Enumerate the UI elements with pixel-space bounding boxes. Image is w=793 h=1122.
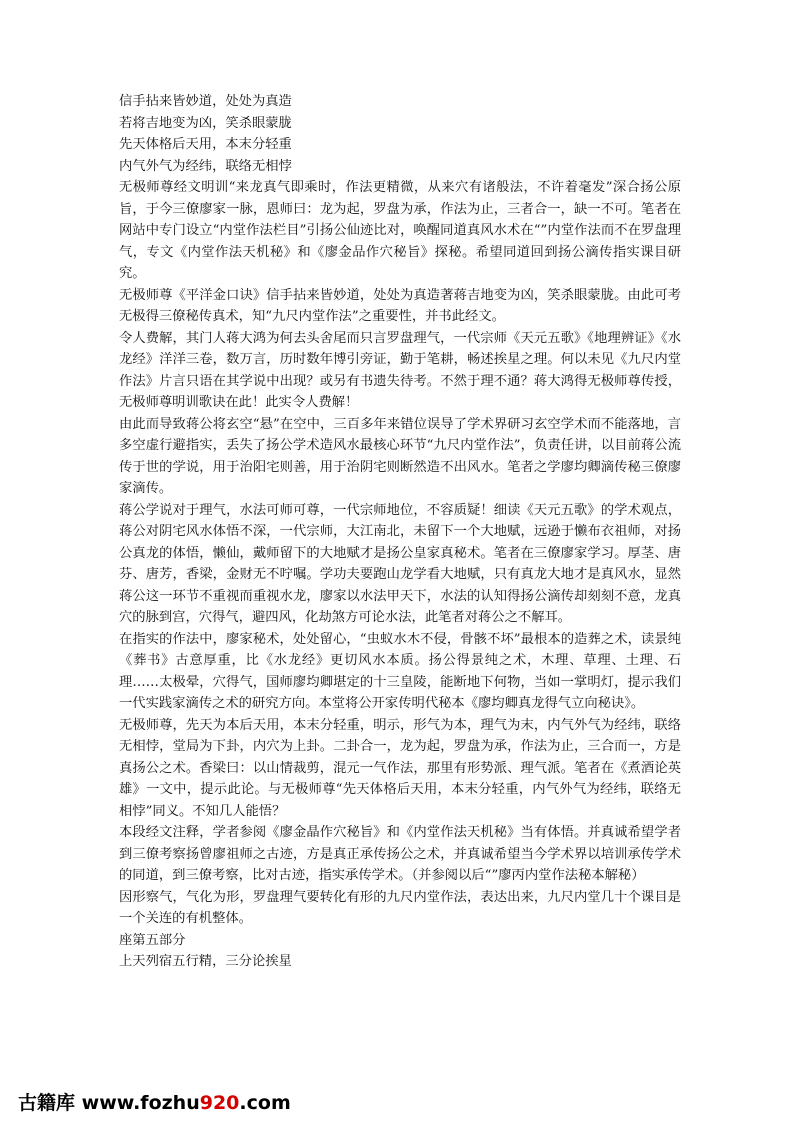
document-body (119, 91, 681, 973)
paragraph-9: 因形察气，气化为形，罗盘理气要转化有形的九尺内堂作法，表达出来，九尺内堂几十个课目是一个关连的有机整体。 (119, 889, 681, 926)
site-url: www.fozhu920.com (81, 1092, 291, 1114)
paragraph-7: 无极师尊，先天为本后天用，本末分轻重，明示，形气为本，理气为末，内气外气为经纬，联络无相悖，堂局为下卦，内穴为上卦。二卦合一，龙为起，罗盘为承，作法为止，三合而一，方是真扬公之术。香梁曰：以山情裁剪，混元一气作法，那里有形势派、理气派。笔者在《煮酒论英雄》一文中，提示此论。与无极师尊“先天体格后天用，本末分轻重，内气外气为经纬，联络无相悖”同义。不知几人能悟？ (119, 717, 681, 819)
paragraph-1: 无极师尊经文明训“来龙真气即乘时，作法更精微，从来穴有诸般法，不许着毫发”深合扬公原旨，于今三僚廖家一脉，恩师曰：龙为起，罗盘为承，作法为止，三者合一，缺一不可。笔者在网站中专门设立“内堂作法栏目”引扬公仙迹比对，唤醒同道真风水术在“”内堂作法而不在罗盘理气，专文《内堂作法天机秘》和《廖金品作穴秘旨》探秘。希望同道回到扬公滴传指实课目研究。 (119, 180, 681, 281)
paragraph-5: 蒋公学说对于理气，水法可师可尊，一代宗师地位，不容质疑！细读《天元五歌》的学术观点，蒋公对阴宅风水体悟不深，一代宗师，大江南北，未留下一个大地赋，远逊于懒布衣祖师，对扬公真龙的体悟，懒仙，戴师留下的大地赋才是扬公皇家真秘术。笔者在三僚廖家学习。厚茎、唐芬、唐芳，香梁，金财无不咛嘱。学功夫要跑山龙学看大地赋，只有真龙大地才是真风水，显然蒋公这一环节不重视而重视水龙，廖家以水法甲天下，水法的认知得扬公滴传却刻刻不意，龙真穴的脉到宫，穴得气，避四风，化劫煞方可论水法，此笔者对蒋公之不解耳。 (119, 502, 681, 625)
site-name: 古籍库 (18, 1092, 76, 1114)
paragraph-8: 本段经文注释，学者参阅《廖金晶作穴秘旨》和《内堂作法天机秘》当有体悟。并真诚希望学者到三僚考察扬曾廖祖师之古迹，方是真正承传扬公之术，并真诚希望当今学术界以培训承传学术的同道，到三僚考察，比对古迹，指实承传学术。（并参阅以后“”廖丙内堂作法秘本解秘） (119, 825, 681, 883)
verse-line-3: 先天体格后天用，本末分轻重 (119, 137, 292, 152)
verse-line-2: 若将吉地变为凶，笑杀眼蒙胧 (119, 115, 292, 131)
verse-last-line: 上天列宿五行精，三分论挨星 (119, 954, 292, 969)
paragraph-3: 令人费解，其门人蒋大鸿为何去头舍尾而只言罗盘理气，一代宗师《天元五歌》《地理辨证》《水龙经》洋洋三卷，数万言，历时数年博引旁证，勤于笔耕，畅述挨星之理。何以未见《九尺内堂作法》片言只语在其学说中出现？或另有书遗失待考。不然于理不通？蒋大鸿得无极师尊传授，无极师尊明训歌诀在此！此实令人费解！ (119, 330, 681, 410)
paragraph-2: 无极师尊《平洋金口诀》信手拈来皆妙道，处处为真造著蒋吉地变为凶，笑杀眼蒙胧。由此可考无极得三僚秘传真术，知“九尺内堂作法”之重要性，并书此经文。 (119, 287, 681, 324)
paragraph-4: 由此而导致蒋公将玄空“悬”在空中，三百多年来错位误导了学术界研习玄空学术而不能落地，言多空虚行避指实，丢失了扬公学术造风水最核心环节“九尺内堂作法”，负责任讲，以目前蒋公流传于世的学说，用于治阳宅则善，用于治阴宅则断然造不出风水。笔者之学廖均卿滴传秘三僚廖家滴传。 (119, 416, 681, 496)
paragraph-6: 在指实的作法中，廖家秘术，处处留心，“虫蚁水木不侵，骨骸不坏”最根本的造葬之术，读景纯《葬书》古意厚重，比《水龙经》更切风水本质。扬公得景纯之术，木理、草理、土理、石理……太极晕，穴得气，国师廖均卿堪定的十三皇陵，能断地下何物，当如一掌明灯，提示我们一代实践家滴传之术的研究方向。本堂将公开家传明代秘本《廖均卿真龙得气立向秘诀》。 (119, 631, 681, 711)
verse-line-1: 信手拈来皆妙道，处处为真造 (119, 94, 292, 109)
verse-line-4: 内气外气为经纬，联络无相悖 (119, 158, 292, 174)
section-heading: 座第五部分 (119, 932, 186, 948)
watermark-footer (18, 1088, 291, 1115)
